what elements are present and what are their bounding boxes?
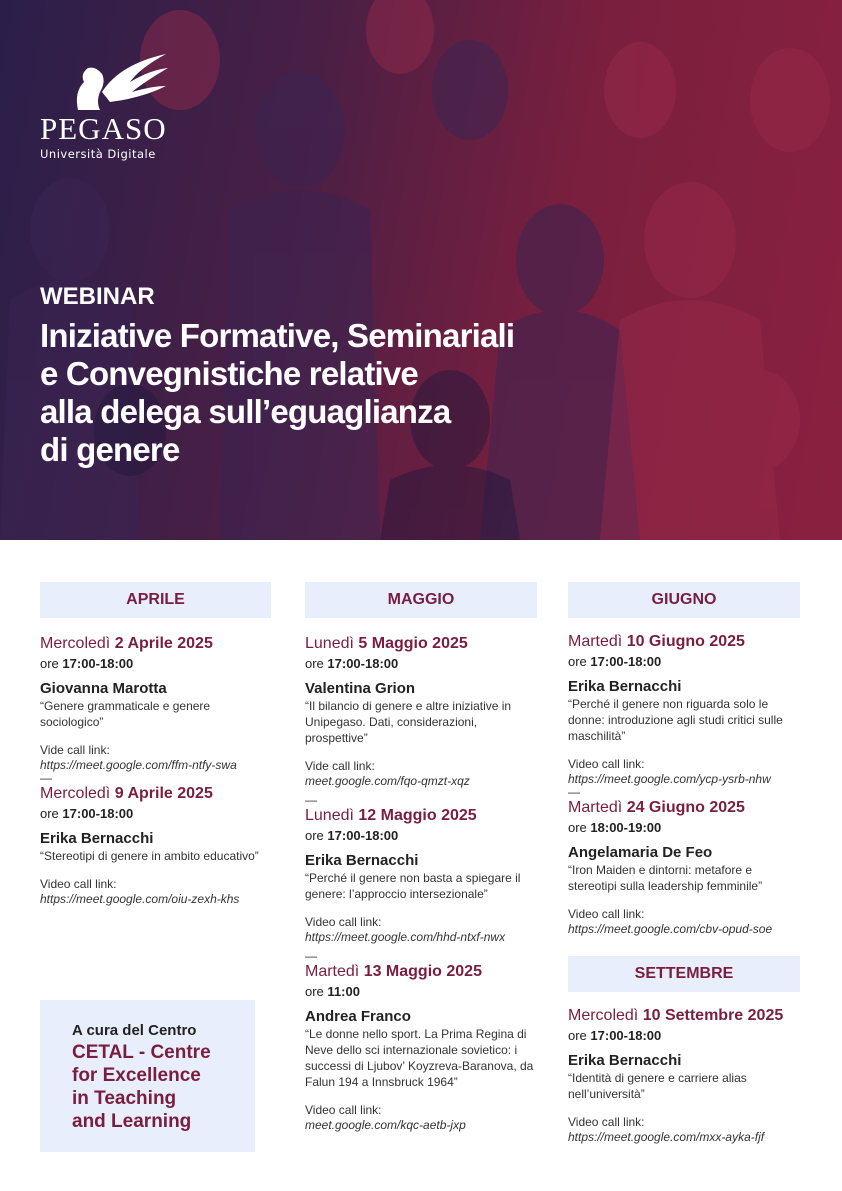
separator: — <box>305 793 317 807</box>
video-call-link[interactable]: https://meet.google.com/oiu-zexh-khs <box>40 892 240 906</box>
month-header: APRILE <box>40 582 271 618</box>
event-speaker: Erika Bernacchi <box>40 830 154 847</box>
webinar-label: WEBINAR <box>40 283 155 310</box>
video-call-link[interactable]: meet.google.com/fqo-qmzt-xqz <box>305 774 470 788</box>
event-date: Mercoledì 10 Settembre 2025 <box>568 1007 784 1024</box>
event-card <box>568 632 800 798</box>
separator: — <box>40 771 52 785</box>
event-date: Lunedì 12 Maggio 2025 <box>305 807 477 824</box>
cetal-line: and Learning <box>72 1111 192 1132</box>
event-time: ore 17:00-18:00 <box>305 828 399 843</box>
cetal-credit-box <box>40 1000 255 1152</box>
link-label: Video call link: <box>305 1103 382 1117</box>
event-talk-title: “Stereotipi di genere in ambito educativo” <box>40 849 259 863</box>
pegaso-logo <box>40 52 180 161</box>
title-line: di genere <box>40 431 180 468</box>
event-talk-title: “Identità di genere e carriere alias nell’università” <box>568 1071 747 1101</box>
video-call-link[interactable]: https://meet.google.com/mxx-ayka-fjf <box>568 1130 765 1144</box>
event-speaker: Valentina Grion <box>305 680 416 697</box>
month-header: SETTEMBRE <box>568 956 800 992</box>
event-time: ore 17:00-18:00 <box>568 1028 662 1043</box>
cetal-intro: A cura del Centro <box>72 1022 197 1039</box>
event-date: Lunedì 5 Maggio 2025 <box>305 635 468 652</box>
event-date: Martedì 24 Giugno 2025 <box>568 799 745 816</box>
cetal-line: CETAL - Centre <box>72 1042 211 1063</box>
link-label: Vide call link: <box>305 759 375 773</box>
event-speaker: Erika Bernacchi <box>568 1052 682 1069</box>
event-talk-title: “Perché il genere non basta a spiegare il genere: l’approccio intersezionale” <box>305 871 521 901</box>
title-line: alla delega sull’eguaglianza <box>40 393 451 430</box>
logo-subtitle: Università Digitale <box>40 147 156 161</box>
event-time: ore 18:00-19:00 <box>568 820 662 835</box>
logo-name: PEGASO <box>40 111 167 146</box>
title-line: Iniziative Formative, Seminariali <box>40 317 515 354</box>
event-card <box>568 1006 800 1144</box>
event-card <box>305 962 537 1132</box>
separator: — <box>568 785 580 799</box>
event-card <box>568 798 800 936</box>
event-date: Mercoledì 2 Aprile 2025 <box>40 635 213 652</box>
link-label: Video call link: <box>40 877 117 891</box>
event-card <box>40 634 271 784</box>
schedule-column-june-september <box>568 582 800 1144</box>
event-card <box>40 784 271 906</box>
pegasus-icon <box>70 52 170 112</box>
video-call-link[interactable]: https://meet.google.com/ycp-ysrb-nhw <box>568 772 771 786</box>
event-talk-title: “Perché il genere non riguarda solo le donne: introduzione agli studi critici sulle maschilità” <box>568 697 783 743</box>
event-talk-title: “Iron Maiden e dintorni: metafore e stereotipi sulla leadership femminile” <box>568 863 763 893</box>
event-speaker: Erika Bernacchi <box>568 678 682 695</box>
schedule-column-may <box>305 582 537 1132</box>
link-label: Video call link: <box>568 757 645 771</box>
link-label: Vide call link: <box>40 743 110 757</box>
event-talk-title: “Il bilancio di genere e altre iniziative in Unipegaso. Dati, considerazioni, prospettive” <box>305 699 512 745</box>
event-date: Martedì 10 Giugno 2025 <box>568 633 745 650</box>
month-header: GIUGNO <box>568 582 800 618</box>
cetal-name <box>72 1041 255 1133</box>
event-time: ore 11:00 <box>305 984 360 999</box>
event-talk-title: “Le donne nello sport. La Prima Regina di Neve dello sci internazionale sovietico: i successi di Ljubov’ Koyzreva-Baranova, da Falun 194 a Innsbruck 1964” <box>305 1027 534 1089</box>
title-line: e Convegnistiche relative <box>40 355 418 392</box>
separator: — <box>305 949 317 963</box>
schedule-column-april <box>40 582 271 906</box>
link-label: Video call link: <box>305 915 382 929</box>
cetal-line: in Teaching <box>72 1088 177 1109</box>
event-time: ore 17:00-18:00 <box>40 806 134 821</box>
event-date: Mercoledì 9 Aprile 2025 <box>40 785 213 802</box>
event-speaker: Andrea Franco <box>305 1008 411 1025</box>
event-time: ore 17:00-18:00 <box>568 654 662 669</box>
cetal-line: for Excellence <box>72 1065 201 1086</box>
event-time: ore 17:00-18:00 <box>305 656 399 671</box>
link-label: Video call link: <box>568 1115 645 1129</box>
video-call-link[interactable]: https://meet.google.com/hhd-ntxf-nwx <box>305 930 506 944</box>
hero-banner <box>0 0 842 540</box>
page-title <box>40 317 660 469</box>
event-speaker: Giovanna Marotta <box>40 680 167 697</box>
event-speaker: Erika Bernacchi <box>305 852 419 869</box>
video-call-link[interactable]: meet.google.com/kqc-aetb-jxp <box>305 1118 466 1132</box>
event-speaker: Angelamaria De Feo <box>568 844 713 861</box>
event-card <box>305 634 537 806</box>
video-call-link[interactable]: https://meet.google.com/cbv-opud-soe <box>568 922 773 936</box>
link-label: Video call link: <box>568 907 645 921</box>
video-call-link[interactable]: https://meet.google.com/ffm-ntfy-swa <box>40 758 237 772</box>
event-card <box>305 806 537 962</box>
month-header: MAGGIO <box>305 582 537 618</box>
event-talk-title: “Genere grammaticale e genere sociologico” <box>40 699 211 729</box>
event-time: ore 17:00-18:00 <box>40 656 134 671</box>
event-date: Martedì 13 Maggio 2025 <box>305 963 482 980</box>
